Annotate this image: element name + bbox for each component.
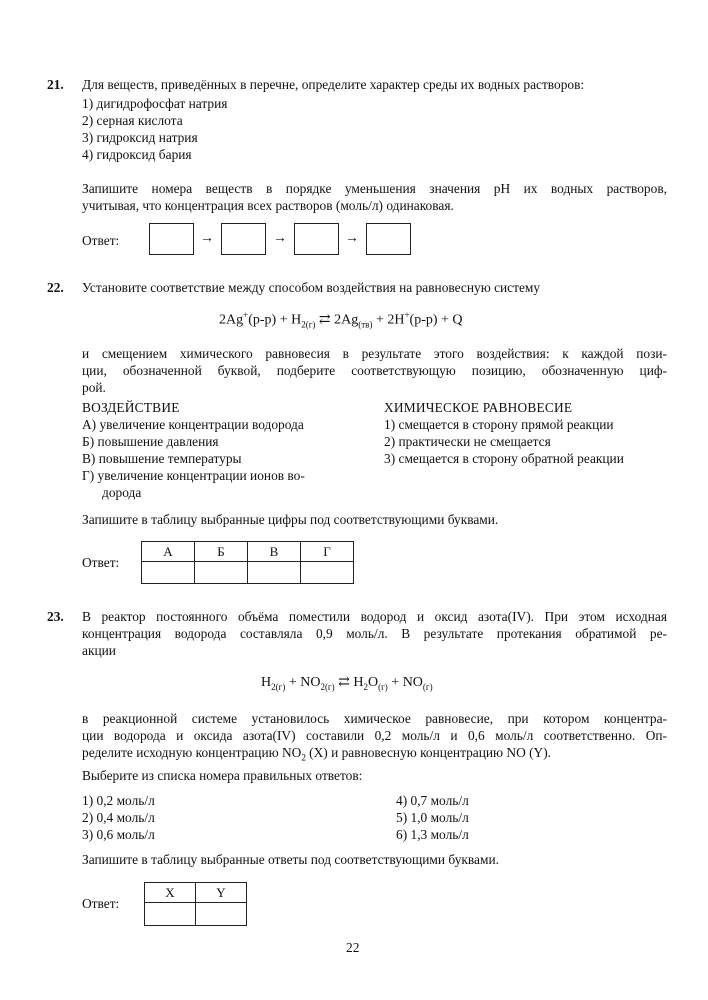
q23-text-line-2: концентрация водорода составляла 0,9 моль/л. В результате протекания обратимой ре- xyxy=(82,626,667,641)
q22-instruction: Запишите в таблицу выбранные цифры под соответствующими буквами. xyxy=(82,512,499,527)
q21-item-4: 4) гидроксид бария xyxy=(82,147,192,162)
q22-right-item-3: 3) смещается в сторону обратной реакции xyxy=(384,451,624,466)
q22-left-item-d: Г) увеличение концентрации ионов во- xyxy=(82,468,305,483)
question-21-number: 21. xyxy=(47,77,64,92)
q22-right-item-2: 2) практически не смещается xyxy=(384,434,551,449)
q22-right-item-1: 1) смещается в сторону прямой реакции xyxy=(384,417,614,432)
q23-option-6: 6) 1,3 моль/л xyxy=(396,827,469,842)
q21-instruction-line-1: Запишите номера веществ в порядке уменьшения значения рН их водных растворов, xyxy=(82,181,667,196)
q22-left-item-d-cont: дорода xyxy=(102,485,142,500)
q22-left-item-a: А) увеличение концентрации водорода xyxy=(82,417,304,432)
q22-text-line-1: и смещением химического равновесия в результате этого воздействия: к каждой пози- xyxy=(82,346,667,361)
q22-left-header: ВОЗДЕЙСТВИЕ xyxy=(82,400,180,415)
q23-answer-cell-y[interactable] xyxy=(196,903,247,926)
q23-text-line-1: В реактор постоянного объёма поместили водород и оксид азота(IV). При этом исходная xyxy=(82,609,667,624)
q23-text-line-5: ции водорода и оксида азота(IV) составили 0,2 моль/л и 0,6 моль/л соответственно. Оп- xyxy=(82,728,667,743)
arrow-right-icon: → xyxy=(273,231,287,246)
q23-answer-label: Ответ: xyxy=(82,896,120,911)
arrow-right-icon: → xyxy=(200,231,214,246)
q21-answer-box-1[interactable] xyxy=(149,223,194,255)
q22-text-line-2: ции, обозначенной буквой, подберите соответствующую позицию, обозначенную циф- xyxy=(82,363,667,378)
q23-text-line-3: акции xyxy=(82,643,116,658)
q22-table-header-g: Г xyxy=(301,542,354,562)
question-22-prompt: Установите соответствие между способом воздействия на равновесную систему xyxy=(82,280,541,295)
question-22-number: 22. xyxy=(47,280,64,295)
q22-left-item-c: В) повышение температуры xyxy=(82,451,242,466)
q23-text-line-4: в реакционной системе установилось химическое равновесие, при котором концентра- xyxy=(82,711,667,726)
q22-answer-cell-v[interactable] xyxy=(248,562,301,584)
q23-option-1: 1) 0,2 моль/л xyxy=(82,793,155,808)
page-number: 22 xyxy=(346,940,360,955)
q22-text-line-3: рой. xyxy=(82,380,106,395)
q21-item-3: 3) гидроксид натрия xyxy=(82,130,198,145)
q22-answer-label: Ответ: xyxy=(82,555,120,570)
q21-answer-box-3[interactable] xyxy=(294,223,339,255)
q21-answer-box-4[interactable] xyxy=(366,223,411,255)
q21-item-1: 1) дигидрофосфат натрия xyxy=(82,96,228,111)
q23-table-header-y: Y xyxy=(196,883,247,903)
q23-option-5: 5) 1,0 моль/л xyxy=(396,810,469,825)
arrow-right-icon: → xyxy=(345,231,359,246)
question-21-prompt: Для веществ, приведённых в перечне, определите характер среды их водных растворов: xyxy=(82,77,585,92)
q22-right-header: ХИМИЧЕСКОЕ РАВНОВЕСИЕ xyxy=(384,400,573,415)
q23-choose-prompt: Выберите из списка номера правильных ответов: xyxy=(82,768,363,783)
equilibrium-arrow-icon: ⇄ xyxy=(318,312,331,328)
q23-text-line-6: ределите исходную концентрацию $NO_2$ (X) и равновесную концентрацию NO (Y). xyxy=(82,745,552,763)
q22-answer-cell-g[interactable] xyxy=(301,562,354,584)
q23-table-header-x: X xyxy=(145,883,196,903)
q23-option-2: 2) 0,4 моль/л xyxy=(82,810,155,825)
q22-table-header-a: А xyxy=(142,542,195,562)
q23-answer-table xyxy=(144,882,247,926)
q23-equation: $H_{2(г)} + NO_{2(г)}$ ⇄ $H_2O_{(г)} + NO_{(г)}$ xyxy=(261,675,433,692)
q22-table-header-b: Б xyxy=(195,542,248,562)
q23-option-3: 3) 0,6 моль/л xyxy=(82,827,155,842)
q23-instruction: Запишите в таблицу выбранные ответы под соответствующими буквами. xyxy=(82,852,499,867)
q21-answer-box-2[interactable] xyxy=(221,223,266,255)
q23-answer-cell-x[interactable] xyxy=(145,903,196,926)
q22-answer-cell-a[interactable] xyxy=(142,562,195,584)
q21-instruction-line-2: учитывая, что концентрация всех растворов (моль/л) одинаковая. xyxy=(82,198,454,213)
q22-answer-cell-b[interactable] xyxy=(195,562,248,584)
q22-equation: $2Ag^+(р-р) + H_{2(г)}$ ⇄ $2Ag_{(тв)} + 2H^+(р-р) + Q$ xyxy=(219,310,463,330)
q21-answer-label: Ответ: xyxy=(82,233,120,248)
q22-answer-table xyxy=(141,541,354,584)
q22-left-item-b: Б) повышение давления xyxy=(82,434,219,449)
question-23-number: 23. xyxy=(47,609,64,624)
q22-table-header-v: В xyxy=(248,542,301,562)
q21-item-2: 2) серная кислота xyxy=(82,113,183,128)
equilibrium-arrow-icon: ⇄ xyxy=(338,675,350,690)
q23-option-4: 4) 0,7 моль/л xyxy=(396,793,469,808)
